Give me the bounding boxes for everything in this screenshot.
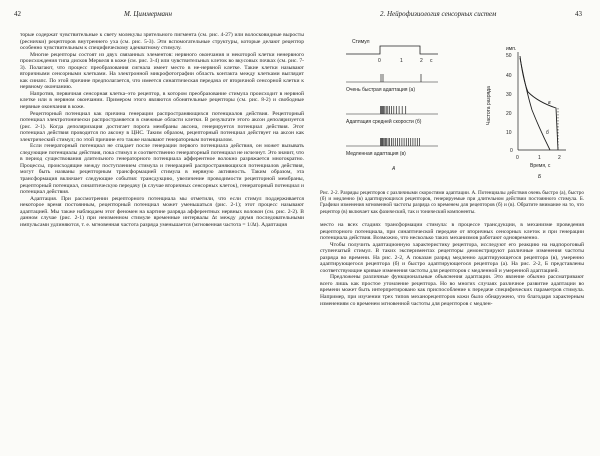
trace-a-label: Очень быстрая адаптация (а) — [346, 87, 416, 93]
right-para-1: место на всех стадиях трансформации стимула: в процессе трансдукции, в механизме проведения рецепторного потенциала, при синаптической передаче от вторичных сенсорных клеток и при генерации потенциала действия. Возможно, что несколько таких механизмов работают одновременно. — [320, 222, 584, 242]
y-tick-50: 50 — [506, 53, 512, 59]
y-tick-10: 10 — [506, 130, 512, 136]
right-para-3: Предложены различные функциональные объяснения адаптации. Это явление обычно рассматривают всего лишь как простое утомление рецептора. Но во многих случаях различное развитие адаптации во времени может быть интерпретировано как приспособление к передаче специфических параметров стимула. Например, при изучении трех типов механорецепторов кожи было обнаружено, что благодаря характерным изменениям со временем мгновенной частоты для рецепторов с медлен- — [320, 274, 584, 307]
y-tick-20: 20 — [506, 111, 512, 117]
trace-c-label: Медленная адаптация (в) — [346, 151, 406, 157]
y-tick-0: 0 — [510, 148, 513, 154]
left-text-column — [20, 32, 304, 228]
figure-caption: Рис. 2-2. Разряды рецепторов с различными скоростями адаптации. А. Потенциалы действия очень быстро (а), быстро (б) и медленно (в) адаптирующихся рецепторов, генерируемые при длительном действии постоянного стимула. Б. Графики изменения мгновенной частоты разряда со временем для рецепторов (б) и (в). Обратите внимание на то, что рецептор (в) включает как фазический, так и тонический компоненты. — [320, 190, 584, 215]
trace-a-spikes — [381, 74, 421, 82]
right-running-title: 2. Нейрофизиология сенсорных систем — [380, 10, 497, 18]
curve-c — [520, 56, 558, 150]
y-tick-30: 30 — [506, 92, 512, 98]
panel-b-letter: Б — [538, 174, 542, 180]
tick-a-2: 2 — [420, 58, 423, 64]
tick-a-1: 1 — [400, 58, 403, 64]
left-para-6: Адаптация. При рассмотрении рецепторного потенциала мы отметили, что если стимул поддерживается некоторое время постоянным, рецепторный потенциал может уменьшаться (рис. 2-1); этот процесс называют адаптацией. Мы также наблюдаем этот феномен на картине разряда афферентных нервных волокон (см. рис. 2-2). В данном случае (рис. 2-1) при неизменном стимуле временные интервалы Δt между двумя последовательными импульсами удлиняются, т. е. мгновенная частота разряда уменьшается (мгновенная частота = 1/Δt). Адаптация — [20, 195, 304, 228]
x-tick-1: 1 — [538, 155, 541, 161]
x-axis-label: Время, с — [530, 163, 551, 169]
x-tick-0: 0 — [516, 155, 519, 161]
right-text-column — [320, 222, 584, 307]
y-unit: имп. — [506, 46, 517, 52]
left-para-3: Напротив, первичная сенсорная клетка–это рецептор, в котором преобразование стимула происходит в нервной клетке или в нервном окончании. Примером этого являются обонятельные рецепторы (см. рис. 8-2) и свободные нервные окончания в коже. — [20, 90, 304, 111]
left-page-number: 42 — [14, 10, 21, 18]
left-para-2: Многие рецепторы состоят из двух связанных элементов: нервного окончания и некоторой клетки ненервного происхождения типа дисков Меркеля в коже (см. рис. 3-4) или чувствительных клеток во вкусовых почках (см. рис. 7-3). Полагают, что процесс преобразования сигнала имеет место в не-нервной клетке. Такие клетки называют вторичными сенсорными клетками. На электронной микрофотографии область контакта между клетками выглядит как синапс. По этой причине предполагается, что имеется синаптическая передача от вторичной сенсорной клетки к нервному окончанию. — [20, 51, 304, 91]
tick-a-0: 0 — [378, 58, 381, 64]
stimulus-label: Стимул — [352, 39, 370, 45]
left-running-author: М. Циммерманн — [124, 10, 172, 18]
curve-b-label: б — [546, 130, 549, 136]
trace-c-spikes — [381, 138, 420, 146]
right-page-number: 43 — [575, 10, 582, 18]
x-tick-2: 2 — [558, 155, 561, 161]
curve-c-label: в — [548, 100, 551, 106]
trace-b-label: Адаптация средней скорости (б) — [346, 119, 422, 125]
left-para-1: торые содержат чувствительные к свету молекулы зрительного пигмента (см. рис. 4-27) или волосковидные выросты (реснички) рецепторов внутреннего уха (см. рис. 5-3). Эти вспомогательные структуры, которые делают рецептор особенно чувствительным к специфическому адекватному стимулу. — [20, 32, 304, 52]
y-tick-40: 40 — [506, 73, 512, 79]
left-para-4: Рецепторный потенциал как причина генерации распространяющихся потенциалов действия. Рецепторный потенциал электротонически распространяется в смежные области клетки. В результате этого аксон деполяризуется (рис. 2-1). Когда деполяризация достигает порога мембраны аксона, генерируется потенциал действия. Этот потенциал действия проводится по аксону в ЦНС. Таким образом, рецепторный потенциал действует на аксон как электрический стимул; по этой причине его также называют генераторным потенциалом. — [20, 110, 304, 143]
trace-b-spikes — [381, 106, 406, 114]
figure-2-2 — [342, 30, 567, 185]
left-para-5: Если генераторный потенциал не спадает после генерации первого потенциала действия, он может вызывать следующие потенциалы действия, пока стимул и соответственно генераторный потенциал не исчезнут. Это значит, что в период существования длительного генераторного потенциала афферентное волокно разряжается многократно. Процессы, происходящие между поступлением стимула и генерацией распространяющихся потенциалов действия, могут быть названы рецепторным трансформацией стимула в нервную активность. Таким образом, эта трансформация включает следующие события: трансдукцию, увеличение проводимости рецепторной мембраны, рецепторный потенциал, синаптическую передачу (в случае вторичных сенсорных клеток), генераторный потенциал и потенциал действия. — [20, 143, 304, 196]
tick-a-unit: с — [430, 58, 433, 64]
right-para-2: Чтобы получить адаптационную характеристику рецептора, исследуют его реакцию на надпороговый ступенчатый стимул. В таких экспериментах рецепторы демонстрируют различные изменения частоты разряда во времени. На рис. 2-2, А показан разряд медленно адаптирующегося рецептора (в), умеренно адаптирующегося рецептора (б) и быстро адаптирующегося рецептора (а). На рис. 2-2, Б представлены соответствующие кривые изменения частоты для рецепторов с медленной и умеренной адаптацией. — [320, 241, 584, 274]
stimulus-trace — [346, 46, 438, 54]
y-axis-label: Частота разряда — [486, 86, 492, 125]
panel-a-letter: А — [392, 166, 396, 172]
